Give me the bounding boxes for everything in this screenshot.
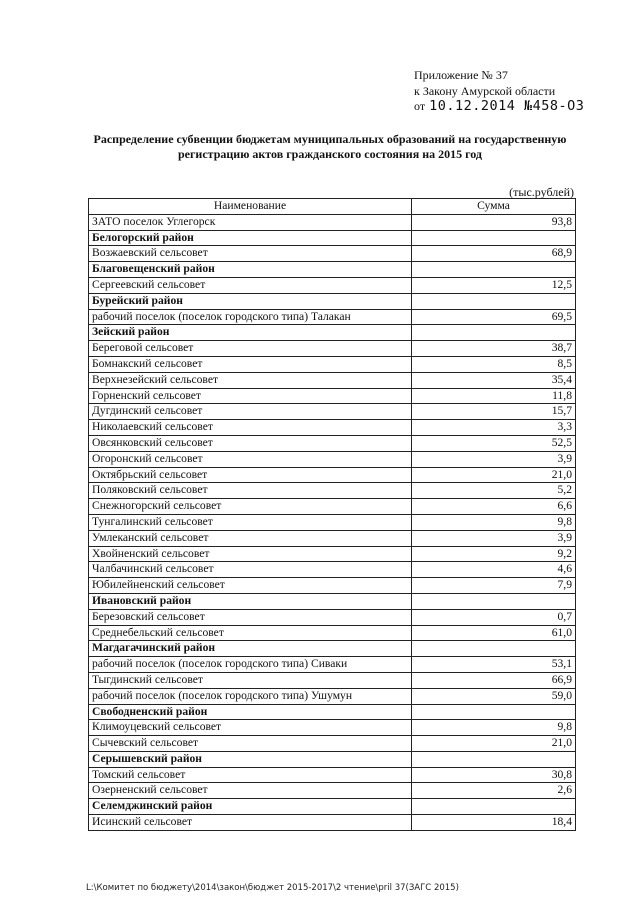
table-row	[89, 467, 576, 483]
sum-value: 38,7	[412, 341, 576, 357]
district-name: Селемджинский район	[89, 799, 412, 815]
table-row	[89, 483, 576, 499]
sum-value	[412, 262, 576, 278]
table-row	[89, 514, 576, 530]
district-name: Магдагачинский район	[89, 641, 412, 657]
sum-value: 15,7	[412, 404, 576, 420]
municipality-name: Огоронский сельсовет	[89, 451, 412, 467]
appendix-header	[414, 68, 584, 115]
sum-value: 35,4	[412, 372, 576, 388]
sum-value: 68,9	[412, 246, 576, 262]
district-section-row	[89, 799, 576, 815]
municipality-name: Озерненский сельсовет	[89, 783, 412, 799]
municipality-name: Сычевский сельсовет	[89, 736, 412, 752]
municipality-name: Октябрьский сельсовет	[89, 467, 412, 483]
municipality-name: Тунгалинский сельсовет	[89, 514, 412, 530]
law-date-line	[414, 99, 584, 115]
column-header-sum: Сумма	[412, 199, 576, 215]
municipality-name: Юбилейненский сельсовет	[89, 578, 412, 594]
table-row	[89, 815, 576, 831]
table-row	[89, 578, 576, 594]
table-row	[89, 499, 576, 515]
municipality-name: рабочий поселок (поселок городского типа) Ушумун	[89, 688, 412, 704]
district-name: Ивановский район	[89, 593, 412, 609]
district-section-row	[89, 293, 576, 309]
table-header-row	[89, 199, 576, 215]
table-row	[89, 530, 576, 546]
sum-value: 30,8	[412, 767, 576, 783]
district-section-row	[89, 262, 576, 278]
document-title: Распределение субвенции бюджетам муниципальных образований на государственную регистрацию актов гражданского состояния на 2015 год	[93, 132, 567, 161]
municipality-name: Дугдинский сельсовет	[89, 404, 412, 420]
sum-value: 18,4	[412, 815, 576, 831]
sum-value: 9,8	[412, 514, 576, 530]
file-path-footer: L:\Комитет по бюджету\2014\закон\бюджет 2015-2017\2 чтение\pril 37(ЗАГС 2015)	[86, 883, 459, 893]
appendix-number: Приложение № 37	[414, 68, 508, 82]
district-section-row	[89, 704, 576, 720]
sum-value	[412, 751, 576, 767]
table-row	[89, 356, 576, 372]
district-name: Благовещенский район	[89, 262, 412, 278]
municipality-name: Чалбачинский сельсовет	[89, 562, 412, 578]
municipality-name: Березовский сельсовет	[89, 609, 412, 625]
table-row	[89, 435, 576, 451]
sum-value: 59,0	[412, 688, 576, 704]
sum-value: 11,8	[412, 388, 576, 404]
sum-value: 69,5	[412, 309, 576, 325]
unit-label: (тыс.рублей)	[509, 185, 574, 199]
table-row	[89, 451, 576, 467]
date-prefix: от	[414, 99, 426, 113]
district-name: Зейский район	[89, 325, 412, 341]
table-row	[89, 404, 576, 420]
sum-value: 21,0	[412, 736, 576, 752]
sum-value	[412, 325, 576, 341]
municipality-name: рабочий поселок (поселок городского типа) Сиваки	[89, 657, 412, 673]
table-row	[89, 372, 576, 388]
sum-value: 4,6	[412, 562, 576, 578]
sum-value: 8,5	[412, 356, 576, 372]
table-row	[89, 309, 576, 325]
table-row	[89, 388, 576, 404]
municipality-name: Береговой сельсовет	[89, 341, 412, 357]
district-section-row	[89, 593, 576, 609]
sum-value: 7,9	[412, 578, 576, 594]
sum-value: 5,2	[412, 483, 576, 499]
district-name: Свободненский район	[89, 704, 412, 720]
municipality-name: ЗАТО поселок Углегорск	[89, 214, 412, 230]
district-section-row	[89, 751, 576, 767]
table-body	[89, 214, 576, 830]
municipality-name: Снежногорский сельсовет	[89, 499, 412, 515]
sum-value: 6,6	[412, 499, 576, 515]
municipality-name: Томский сельсовет	[89, 767, 412, 783]
table-row	[89, 767, 576, 783]
municipality-name: Среднебельский сельсовет	[89, 625, 412, 641]
table-row	[89, 546, 576, 562]
sum-value	[412, 230, 576, 246]
municipality-name: Климоуцевский сельсовет	[89, 720, 412, 736]
sum-value: 3,3	[412, 420, 576, 436]
column-header-name: Наименование	[89, 199, 412, 215]
table-row	[89, 277, 576, 293]
sum-value: 93,8	[412, 214, 576, 230]
district-section-row	[89, 230, 576, 246]
sum-value: 3,9	[412, 451, 576, 467]
sum-value: 61,0	[412, 625, 576, 641]
table-row	[89, 625, 576, 641]
municipality-name: Умлеканский сельсовет	[89, 530, 412, 546]
table-row	[89, 609, 576, 625]
municipality-name: Исинский сельсовет	[89, 815, 412, 831]
municipality-name: Горненский сельсовет	[89, 388, 412, 404]
law-reference: к Закону Амурской области	[414, 83, 556, 98]
table-row	[89, 341, 576, 357]
table-row	[89, 720, 576, 736]
sum-value	[412, 799, 576, 815]
municipality-name: Хвойненский сельсовет	[89, 546, 412, 562]
table-row	[89, 562, 576, 578]
sum-value: 9,8	[412, 720, 576, 736]
sum-value: 9,2	[412, 546, 576, 562]
sum-value: 21,0	[412, 467, 576, 483]
district-name: Серышевский район	[89, 751, 412, 767]
district-name: Белогорский район	[89, 230, 412, 246]
sum-value	[412, 704, 576, 720]
table-row	[89, 736, 576, 752]
sum-value: 12,5	[412, 277, 576, 293]
municipality-name: Бомнакский сельсовет	[89, 356, 412, 372]
sum-value: 0,7	[412, 609, 576, 625]
subsidy-table	[88, 198, 576, 831]
municipality-name: Тыгдинский сельсовет	[89, 672, 412, 688]
municipality-name: Николаевский сельсовет	[89, 420, 412, 436]
municipality-name: Овсянковский сельсовет	[89, 435, 412, 451]
table-row	[89, 688, 576, 704]
sum-value	[412, 641, 576, 657]
sum-value: 52,5	[412, 435, 576, 451]
table-row	[89, 246, 576, 262]
sum-value: 66,9	[412, 672, 576, 688]
table-row	[89, 672, 576, 688]
municipality-name: Возжаевский сельсовет	[89, 246, 412, 262]
handwritten-date-number: 10.12.2014 №458-ОЗ	[429, 98, 585, 114]
table-row	[89, 657, 576, 673]
district-name: Бурейский район	[89, 293, 412, 309]
sum-value: 3,9	[412, 530, 576, 546]
district-section-row	[89, 325, 576, 341]
table-row	[89, 420, 576, 436]
district-section-row	[89, 641, 576, 657]
municipality-name: рабочий поселок (поселок городского типа) Талакан	[89, 309, 412, 325]
municipality-name: Сергеевский сельсовет	[89, 277, 412, 293]
sum-value	[412, 593, 576, 609]
sum-value: 2,6	[412, 783, 576, 799]
table-row	[89, 214, 576, 230]
sum-value: 53,1	[412, 657, 576, 673]
table-row	[89, 783, 576, 799]
municipality-name: Верхнезейский сельсовет	[89, 372, 412, 388]
sum-value	[412, 293, 576, 309]
municipality-name: Поляковский сельсовет	[89, 483, 412, 499]
